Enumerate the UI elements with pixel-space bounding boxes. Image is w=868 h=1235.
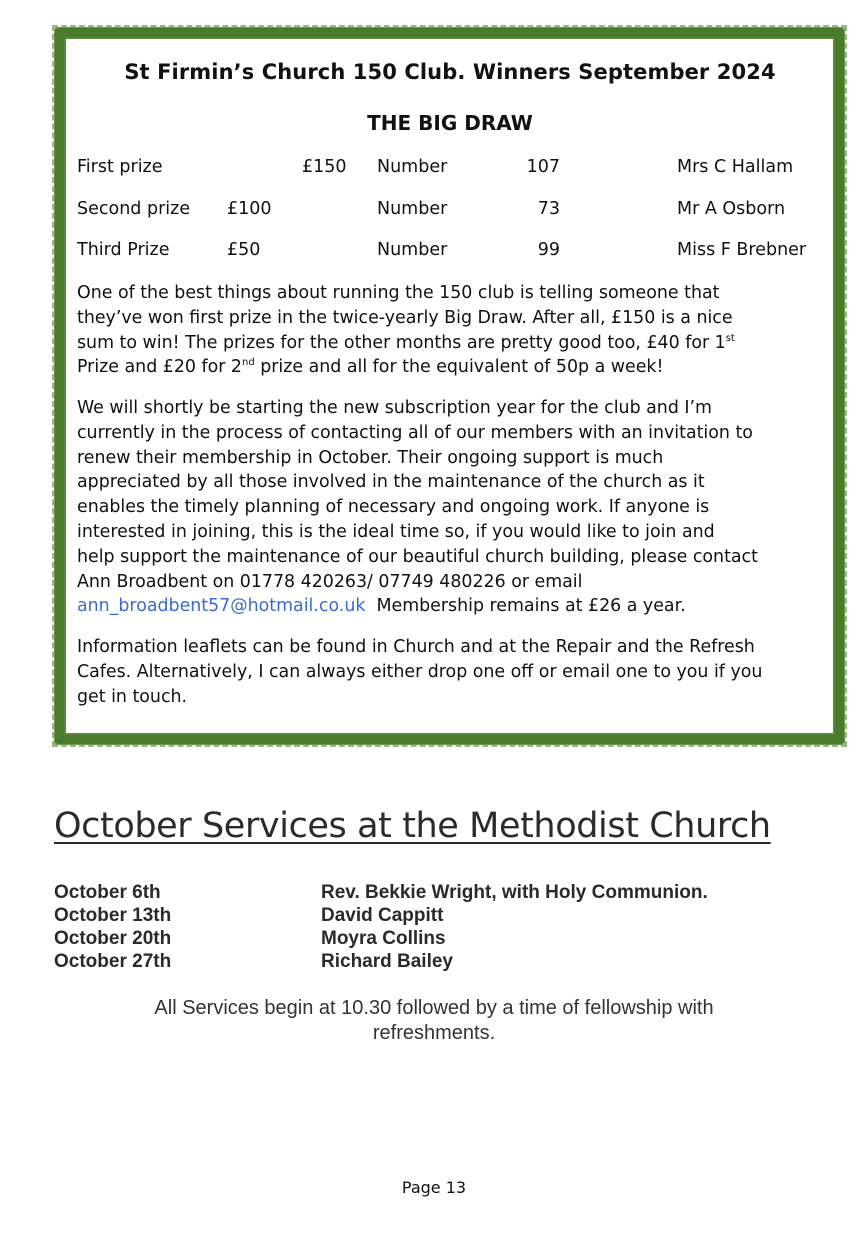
winning-number: 73 [537,199,560,219]
intro-paragraph [77,281,837,380]
text-line: Cafes. Alternatively, I can always either drop one off or email one to you if you [77,661,763,682]
winning-number: 107 [526,157,560,177]
service-date: October 13th [54,905,172,926]
text-line: appreciated by all those involved in the maintenance of the church as it [77,472,705,493]
service-date: October 20th [54,928,172,949]
service-row [0,928,868,951]
winner-name: Mr A Osborn [677,199,786,219]
prize-amount: £100 [227,199,272,219]
text-line [77,355,837,380]
text-line: enables the timely planning of necessary and ongoing work. If anyone is [77,497,710,518]
text-line: We will shortly be starting the new subscription year for the club and I’m [77,398,712,418]
subscription-paragraph [77,396,837,619]
winning-number: 99 [537,240,560,260]
service-leader: Moyra Collins [321,928,446,949]
winner-name: Mrs C Hallam [677,157,794,177]
page-number: Page 13 [401,1178,467,1197]
service-row [0,951,868,974]
number-label: Number [377,157,448,177]
services-heading: October Services at the Methodist Church [54,806,771,846]
leaflets-paragraph [77,635,837,709]
text-line: help support the maintenance of our beautiful church building, please contact [77,546,758,567]
text-line: get in touch. [77,686,188,707]
service-date: October 27th [54,951,172,972]
text-span: sum to win! The prizes for the other months are pretty good too, £40 for 1 [77,332,726,353]
big-draw-heading: THE BIG DRAW [367,111,533,135]
number-label: Number [377,240,448,260]
prize-amount: £150 [302,157,347,177]
ordinal-suffix: nd [242,357,255,369]
service-leader: Rev. Bekkie Wright, with Holy Communion. [321,882,708,903]
text-span: Membership remains at £26 a year. [365,596,686,617]
prize-amount: £50 [227,240,261,260]
text-line: Ann Broadbent on 01778 420263/ 07749 480226 or email [77,571,583,592]
service-row [0,905,868,928]
note-line: refreshments. [372,1022,496,1044]
text-line: they’ve won first prize in the twice-yearly Big Draw. After all, £150 is a nice [77,307,733,328]
prize-row-third [0,240,868,264]
text-line [77,331,837,356]
club-title: St Firmin’s Church 150 Club. Winners September 2024 [124,60,776,84]
prize-label: First prize [77,157,163,177]
note-line: All Services begin at 10.30 followed by a time of fellowship with [154,997,714,1019]
service-date: October 6th [54,882,161,903]
text-line [77,594,837,619]
prize-label: Second prize [77,199,191,219]
prize-row-second [0,199,868,223]
email-link[interactable]: ann_broadbent57@hotmail.co.uk [77,596,366,617]
text-line: Information leaflets can be found in Church and at the Repair and the Refresh [77,637,755,657]
text-span: prize and all for the equivalent of 50p a week! [254,357,664,378]
service-leader: Richard Bailey [321,951,453,972]
prize-row-first [0,157,868,181]
service-row [0,882,868,905]
text-span: Prize and £20 for 2 [77,357,242,378]
services-note [100,996,768,1046]
winner-name: Miss F Brebner [677,240,807,260]
service-leader: David Cappitt [321,905,444,926]
prize-label: Third Prize [77,240,170,260]
text-line: renew their membership in October. Their ongoing support is much [77,447,664,468]
number-label: Number [377,199,448,219]
text-line: currently in the process of contacting all of our members with an invitation to [77,422,753,443]
text-line: interested in joining, this is the ideal time so, if you would like to join and [77,521,715,542]
text-line: One of the best things about running the 150 club is telling someone that [77,283,720,303]
ordinal-suffix: st [725,332,735,344]
